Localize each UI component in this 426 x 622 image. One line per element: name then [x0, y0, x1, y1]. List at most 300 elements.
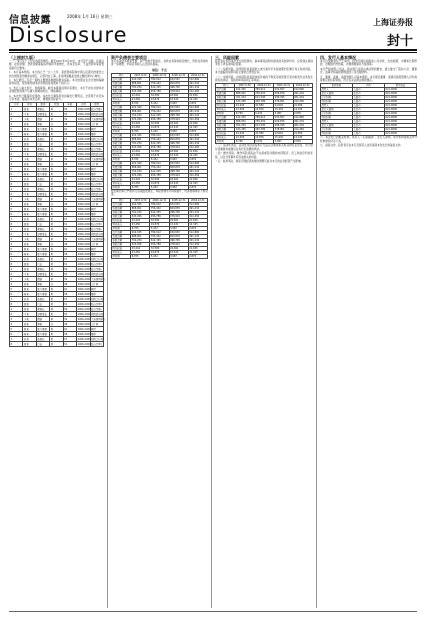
table-cell: 行长 [36, 342, 49, 347]
section-title: 信息披露 [9, 15, 51, 26]
table-cell: 2006-2009 [77, 232, 91, 236]
table-cell: 男 [50, 337, 63, 342]
table-cell: 3,987 [274, 112, 293, 116]
table-cell: 经济学博士 [91, 342, 103, 346]
table-cell: 2,876 [293, 140, 312, 144]
table-cell: 12,345 [188, 181, 207, 185]
table-cell: 58 [63, 132, 76, 137]
table-cell: 刘某 [23, 322, 36, 327]
table-cell: 512,890 [188, 133, 207, 137]
table-cell: 312,456 [188, 89, 207, 93]
table-cell: 负债总额 [216, 120, 235, 124]
table-cell: 独立董事 [36, 292, 49, 297]
column-heading: 三、风险因素 [215, 55, 239, 60]
table-cell: 312,456 [188, 117, 207, 121]
table-cell: 523,456 [131, 214, 150, 218]
table-cell: 312,456 [188, 214, 207, 218]
table-cell: 378,901 [274, 128, 293, 132]
table-cell: 57 [63, 137, 76, 142]
table-cell: 男 [50, 232, 63, 237]
table-cell: 512,890 [188, 161, 207, 165]
table-cell: 58 [63, 292, 76, 297]
article-paragraph: 本行注册地址位于上海市，经营范围包括吸收公众存款，发放短期、中期和长期贷款，办理国内外结算，办理票据承兑与贴现等。 [320, 60, 417, 67]
table-cell: 行长 [36, 262, 49, 267]
article-paragraph: 六、本次发行的相关机构。保荐人（主承销商）、发行人律师、审计机构等相关中介机构情况详见下表。 [320, 136, 417, 143]
table-cell: 21,656 [188, 121, 207, 125]
article-paragraph: 3、发行人重大诉讼、仲裁事项。截至本募集说明书签署日，本行不存在对财务状况和经营成果产生重大影响的诉讼、仲裁事项。 [9, 86, 104, 94]
table-cell: 刘某 [23, 242, 36, 247]
table-cell: 男 [50, 227, 63, 232]
table-cell: 32,580 [150, 177, 169, 181]
table-cell: 2006-2009 [77, 287, 91, 291]
table-cell: 8,765 [131, 254, 150, 258]
directors-table [9, 102, 104, 347]
table-cell: 49 [63, 322, 76, 327]
table-cell: 李某 [23, 157, 36, 162]
table-cell: 612,345 [150, 169, 169, 173]
table-cell: 5 [10, 327, 23, 332]
table-cell: 赵某 [23, 257, 36, 262]
table-cell: 24,691 [169, 177, 188, 181]
table-cell: 陈某 [23, 127, 36, 132]
table-cell: 523,456 [131, 89, 150, 93]
table-cell: 董事 [36, 202, 49, 207]
table-header-cell: 2007.9.30 [131, 198, 150, 202]
table-cell: 868,901 [131, 81, 150, 85]
table-cell: 912,345 [131, 230, 150, 234]
table-cell: 1 [10, 267, 23, 272]
table-cell: 2006-2009 [77, 137, 91, 141]
table-cell: 经济学硕士 [91, 187, 103, 191]
table-cell: 54 [63, 152, 76, 157]
table-cell: 868,901 [131, 137, 150, 141]
table-cell: 李某 [23, 277, 36, 282]
article-paragraph: 1、本行基本情况。本行成立于一九八七年，是经国务院和中国人民银行批准设立的全国性股份制商业银行，总部设在上海，业务网络覆盖全国主要经济中心城市。 [9, 71, 104, 78]
page-label: 封十 [386, 34, 413, 49]
table-cell: 52 [63, 157, 76, 162]
table-header-cell: 2005.12.31 [169, 73, 188, 77]
table-cell: 52 [63, 237, 76, 242]
table-cell: 8 [10, 342, 23, 347]
table-cell: 609,876 [169, 137, 188, 141]
table-cell: 行长 [36, 302, 49, 307]
table-cell: 2 [10, 152, 23, 157]
table-cell: 王某 [23, 152, 36, 157]
article-paragraph: 五、董事、监事、高级管理人员基本情况。本行现任董事、监事及高级管理人员均具备相应的任职资格，符合有关法律法规的规定。 [320, 75, 417, 83]
table-cell: 男 [50, 332, 63, 337]
table-cell: 杨某 [23, 292, 36, 297]
column-4 [320, 55, 417, 611]
table-cell: 上海市 [353, 116, 385, 120]
table-cell: 存款余额 [112, 113, 131, 117]
table-cell: 57 [63, 217, 76, 222]
table-cell: 经济学博士 [91, 142, 103, 146]
table-cell: 43,444 [131, 177, 150, 181]
table-cell: 2006-2009 [77, 342, 91, 346]
table-cell: 经济学博士 [91, 222, 103, 226]
table-cell: 2006-2009 [77, 217, 91, 221]
table-cell: 19,876 [150, 222, 169, 226]
table-cell: 北京市 [353, 108, 385, 112]
table-cell: 股东权益 [216, 132, 235, 136]
table-cell: 19,876 [150, 125, 169, 129]
table-cell: 经济学博士 [91, 302, 103, 306]
table-cell: 独立董事 [36, 207, 49, 212]
table-cell: 审计机构 [321, 96, 353, 100]
table-cell: 女 [50, 242, 63, 247]
table-cell: 刘某 [23, 202, 36, 207]
table-cell: 会计师 [90, 282, 103, 287]
table-cell: 独立董事 [36, 327, 49, 332]
table-cell: 上海市 [353, 128, 385, 132]
table-cell: 21,656 [188, 177, 207, 181]
table-cell: 12,345 [293, 136, 312, 140]
issue-date: 2008年 1月 16日 星期三 [67, 14, 113, 19]
article-paragraph: （三）流动性风险。流动性风险是指本行无法以合理成本及时获得充足资金，用于偿付到期债务或满足业务扩张需要的风险。 [215, 144, 313, 151]
table-cell: 股东权益 [112, 177, 131, 181]
column-divider [107, 56, 108, 608]
table-cell: 49 [63, 162, 76, 167]
table-cell: 经济学博士 [91, 182, 103, 186]
table-cell: 1 [10, 147, 23, 152]
table-cell: 男 [50, 147, 63, 152]
table-cell: 52 [63, 197, 76, 202]
table-cell: 12,345 [188, 153, 207, 157]
newspaper-name: 上海证券报 [373, 17, 413, 27]
table-cell: 2006-2009 [77, 282, 91, 286]
table-cell: 021-0000 [385, 112, 417, 116]
table-cell: 401,234 [188, 113, 207, 117]
table-cell: 491,234 [188, 234, 207, 238]
table-cell: 498,765 [169, 238, 188, 242]
table-cell: 高级经济师 [91, 152, 103, 156]
table-cell: 8,765 [131, 226, 150, 230]
table-cell: 律师 [90, 332, 103, 337]
table-cell: 57 [63, 177, 76, 182]
table-cell: 高级会计师 [91, 337, 103, 341]
table-cell: 2 [10, 112, 23, 117]
table-cell: 19,876 [150, 153, 169, 157]
table-cell: 高级会计师 [91, 137, 103, 141]
table-cell: 021-0000 [385, 116, 417, 120]
table-cell: 21,656 [188, 93, 207, 97]
table-cell: 张某 [23, 147, 36, 152]
table-cell: 周某 [23, 182, 36, 187]
table-cell: 021-0000 [385, 100, 417, 104]
table-cell: 378,901 [169, 173, 188, 177]
table-cell: 57 [63, 297, 76, 302]
table-cell: 登记机构 [321, 116, 353, 120]
table-cell: 3,987 [169, 226, 188, 230]
table-cell: 12,345 [293, 108, 312, 112]
table-cell: 2006-2009 [77, 207, 91, 211]
table-cell: 32,580 [150, 93, 169, 97]
financials-table [111, 73, 208, 190]
table-cell: 523,456 [131, 242, 150, 246]
table-cell: 2006-2009 [77, 202, 91, 206]
table-cell: 男 [50, 342, 63, 347]
table-cell: 净利润 [112, 157, 131, 161]
table-cell: 4 [10, 242, 23, 247]
table-cell: 24,691 [169, 93, 188, 97]
table-cell: 王某 [23, 232, 36, 237]
table-cell: 李某 [23, 197, 36, 202]
table-cell: 男 [50, 132, 63, 137]
table-cell: 股东权益 [112, 218, 131, 222]
table-cell: 张某 [23, 107, 36, 112]
table-cell: 负债总额 [112, 109, 131, 113]
table-cell: 609,876 [169, 165, 188, 169]
table-cell: 男 [50, 297, 63, 302]
table-cell: 发行人律师 [321, 108, 353, 112]
table-cell: 发行人律师 [321, 92, 353, 96]
table-cell: 54 [63, 232, 76, 237]
header-rule-thin [9, 52, 417, 53]
table-header-cell: 项目 [112, 73, 131, 77]
table-cell: 7 [10, 217, 23, 222]
table-cell: 会计师 [90, 242, 103, 247]
table-cell: 贷款余额 [112, 214, 131, 218]
table-cell: 612,345 [150, 141, 169, 145]
table-cell: 401,234 [188, 85, 207, 89]
table-cell: 工商管理硕士 [91, 117, 106, 121]
table-cell: 8 [10, 142, 23, 147]
table-cell: 上海市 [353, 96, 385, 100]
table-cell: 868,901 [131, 206, 150, 210]
table-cell: 401,234 [293, 96, 312, 100]
header-rule-thick [9, 49, 417, 51]
table-cell: 5,432 [150, 226, 169, 230]
table-cell: 2006-2009 [77, 252, 91, 256]
table-unit-label: 单位：千元 [151, 67, 167, 72]
table-cell: 312,456 [188, 242, 207, 246]
table-cell: 4 [10, 322, 23, 327]
table-cell: 律师 [90, 252, 103, 257]
table-cell: 010-0000 [385, 124, 417, 128]
article-paragraph: （一）信用风险。信用风险是指借款人或交易对手未能按照约定履行其义务的风险，本行面临的信用风险主要来自贷款业务。 [215, 67, 313, 75]
table-cell: 男 [50, 182, 63, 187]
table-cell: 贷款余额 [216, 100, 235, 104]
table-cell: 5,432 [150, 254, 169, 258]
table-cell: 2006-2009 [77, 187, 91, 191]
table-cell: 8,765 [235, 112, 254, 116]
table-header-cell: 2006.12.31 [254, 84, 273, 88]
table-cell: 律师 [90, 212, 103, 217]
table-cell: 756,432 [254, 120, 273, 124]
table-cell: 2006-2009 [77, 142, 91, 146]
column-1 [9, 55, 104, 611]
table-cell: 3,987 [169, 157, 188, 161]
table-cell: 独立董事 [36, 172, 49, 177]
table-cell: 资产总额 [112, 77, 131, 81]
table-cell: 张某 [23, 227, 36, 232]
column-2 [111, 55, 208, 611]
table-cell: 43,444 [131, 218, 150, 222]
table-cell: 2006-2009 [77, 112, 91, 116]
table-header-cell: 性别 [50, 103, 63, 107]
table-cell: 010-0000 [385, 108, 417, 112]
table-cell: 董事 [36, 242, 49, 247]
table-cell: 存款余额 [112, 85, 131, 89]
table-cell: 教授 [90, 247, 103, 252]
column-divider [316, 56, 317, 608]
table-cell: 男 [50, 247, 63, 252]
table-cell: 701,234 [131, 169, 150, 173]
table-cell: 王某 [23, 272, 36, 277]
table-cell: 独立董事 [36, 287, 49, 292]
table-cell: 董事长 [36, 187, 49, 192]
article-paragraph: 报告期内本行严格执行各项监管规定，风险管理水平持续提升，内部控制体系不断完善。 [111, 189, 208, 197]
table-cell: 赵某 [23, 137, 36, 142]
column-3 [215, 55, 313, 611]
table-cell: 5,432 [150, 157, 169, 161]
table-cell: 2006-2009 [77, 227, 91, 231]
table-cell: 8 [10, 182, 23, 187]
table-cell: 5,432 [150, 129, 169, 133]
table-cell: 61 [63, 247, 76, 252]
table-header-cell: 联系电话 [385, 84, 417, 88]
table-cell: 上海市 [353, 112, 385, 116]
table-cell: 634,567 [274, 88, 293, 92]
table-cell: 董事长 [36, 307, 49, 312]
table-cell: 701,234 [235, 124, 254, 128]
table-cell: 61 [63, 127, 76, 132]
table-cell: 资产总额 [112, 161, 131, 165]
table-cell: 51 [63, 142, 76, 147]
table-cell: 赵某 [23, 337, 36, 342]
table-cell: 491,234 [188, 137, 207, 141]
table-cell: 58 [63, 332, 76, 337]
table-cell: 净利润 [216, 112, 235, 116]
table-cell: 男 [50, 207, 63, 212]
table-cell: 律师 [90, 172, 103, 177]
table-cell: 营业收入 [112, 153, 131, 157]
table-cell: 609,876 [169, 234, 188, 238]
table-cell: 净利润 [216, 140, 235, 144]
table-cell: 456,789 [150, 242, 169, 246]
table-cell: 李某 [23, 317, 36, 322]
table-cell: 副董事长 [36, 232, 49, 237]
table-cell: 董事长 [36, 267, 49, 272]
table-cell: 912,345 [131, 202, 150, 206]
table-cell: 12,345 [188, 125, 207, 129]
table-cell: 2006-2009 [77, 197, 91, 201]
table-cell: 24,691 [274, 104, 293, 108]
column-heading: （上接封九版） [9, 55, 37, 60]
table-cell: 赵某 [23, 297, 36, 302]
table-cell: 周某 [23, 262, 36, 267]
table-header-cell: 2004.12.31 [188, 73, 207, 77]
table-cell: 3,987 [169, 101, 188, 105]
table-cell: 2 [10, 192, 23, 197]
table-cell: 3,987 [169, 185, 188, 189]
table-cell: 512,890 [293, 88, 312, 92]
table-cell: 2006-2009 [77, 317, 91, 321]
table-cell: 存款余额 [112, 141, 131, 145]
table-cell: 634,567 [169, 105, 188, 109]
table-cell: 912,345 [235, 88, 254, 92]
table-cell: 634,567 [169, 202, 188, 206]
table-header-cell: 2007.9.30 [131, 73, 150, 77]
table-cell: 609,876 [169, 81, 188, 85]
table-cell: 512,890 [188, 202, 207, 206]
table-cell: 贷款余额 [112, 173, 131, 177]
table-cell: 2006-2009 [77, 247, 91, 251]
table-cell: 张某 [23, 307, 36, 312]
table-cell: 刘某 [23, 282, 36, 287]
table-cell: 3,987 [169, 129, 188, 133]
table-cell: 868,901 [131, 165, 150, 169]
table-cell: 756,432 [150, 137, 169, 141]
table-cell: 2006-2009 [77, 297, 91, 301]
table-cell: 杨某 [23, 212, 36, 217]
table-cell: 董事 [36, 197, 49, 202]
table-cell: 男 [50, 272, 63, 277]
table-cell: 43,444 [131, 246, 150, 250]
table-cell: 15,432 [169, 97, 188, 101]
table-cell: 董事 [36, 322, 49, 327]
table-cell: 612,345 [254, 96, 273, 100]
table-cell: 男 [50, 137, 63, 142]
table-cell: 19,876 [150, 181, 169, 185]
table-cell: 营业收入 [112, 222, 131, 226]
table-cell: 021-0000 [385, 132, 417, 136]
table-cell: 2006-2009 [77, 312, 91, 316]
table-cell: 负债总额 [112, 234, 131, 238]
table-cell: 2006-2009 [77, 277, 91, 281]
table-cell: 经济学硕士 [91, 147, 103, 151]
table-cell: 5,432 [150, 101, 169, 105]
table-cell: 6 [10, 172, 23, 177]
table-cell: 523,456 [235, 100, 254, 104]
table-cell: 陈某 [23, 247, 36, 252]
table-cell: 发行人律师 [321, 124, 353, 128]
table-cell: 保荐人 [321, 120, 353, 124]
table-cell: 副董事长 [36, 192, 49, 197]
table-cell: 21,656 [188, 218, 207, 222]
table-cell: 2006-2009 [77, 182, 91, 186]
table-cell: 19,876 [254, 108, 273, 112]
table-cell: 21,656 [293, 104, 312, 108]
table-cell: 男 [50, 212, 63, 217]
table-cell: 512,890 [188, 105, 207, 109]
table-cell: 756,432 [254, 92, 273, 96]
table-cell: 男 [50, 142, 63, 147]
table-cell: 张某 [23, 187, 36, 192]
table-cell: 高级经济师 [91, 192, 103, 196]
table-cell: 701,234 [131, 113, 150, 117]
table-cell: 54 [63, 112, 76, 117]
table-cell: 经济学博士 [91, 262, 103, 266]
table-cell: 523,456 [131, 173, 150, 177]
table-cell: 868,901 [131, 109, 150, 113]
table-cell: 4 [10, 202, 23, 207]
table-cell: 副董事长 [36, 312, 49, 317]
table-cell: 董事 [36, 162, 49, 167]
table-cell: 789,012 [254, 88, 273, 92]
table-cell: 49 [63, 122, 76, 127]
table-cell: 男 [50, 112, 63, 117]
article-paragraph: （二）本行及子公司业务经营情况。截至2007年9月30日，本行资产总额、负债总额、存款余额、贷款余额等指标均保持平稳增长，资本充足率、不良贷款率等监管指标符合要求。 [9, 60, 104, 70]
table-cell: 存款余额 [112, 210, 131, 214]
table-cell: 789,012 [150, 161, 169, 165]
table-cell: 2006-2009 [77, 157, 91, 161]
table-cell: 8 [10, 302, 23, 307]
table-cell: 2006-2009 [77, 167, 91, 171]
table-cell: 会计师 [90, 202, 103, 207]
table-cell: 3 [10, 277, 23, 282]
table-cell: 498,765 [169, 210, 188, 214]
